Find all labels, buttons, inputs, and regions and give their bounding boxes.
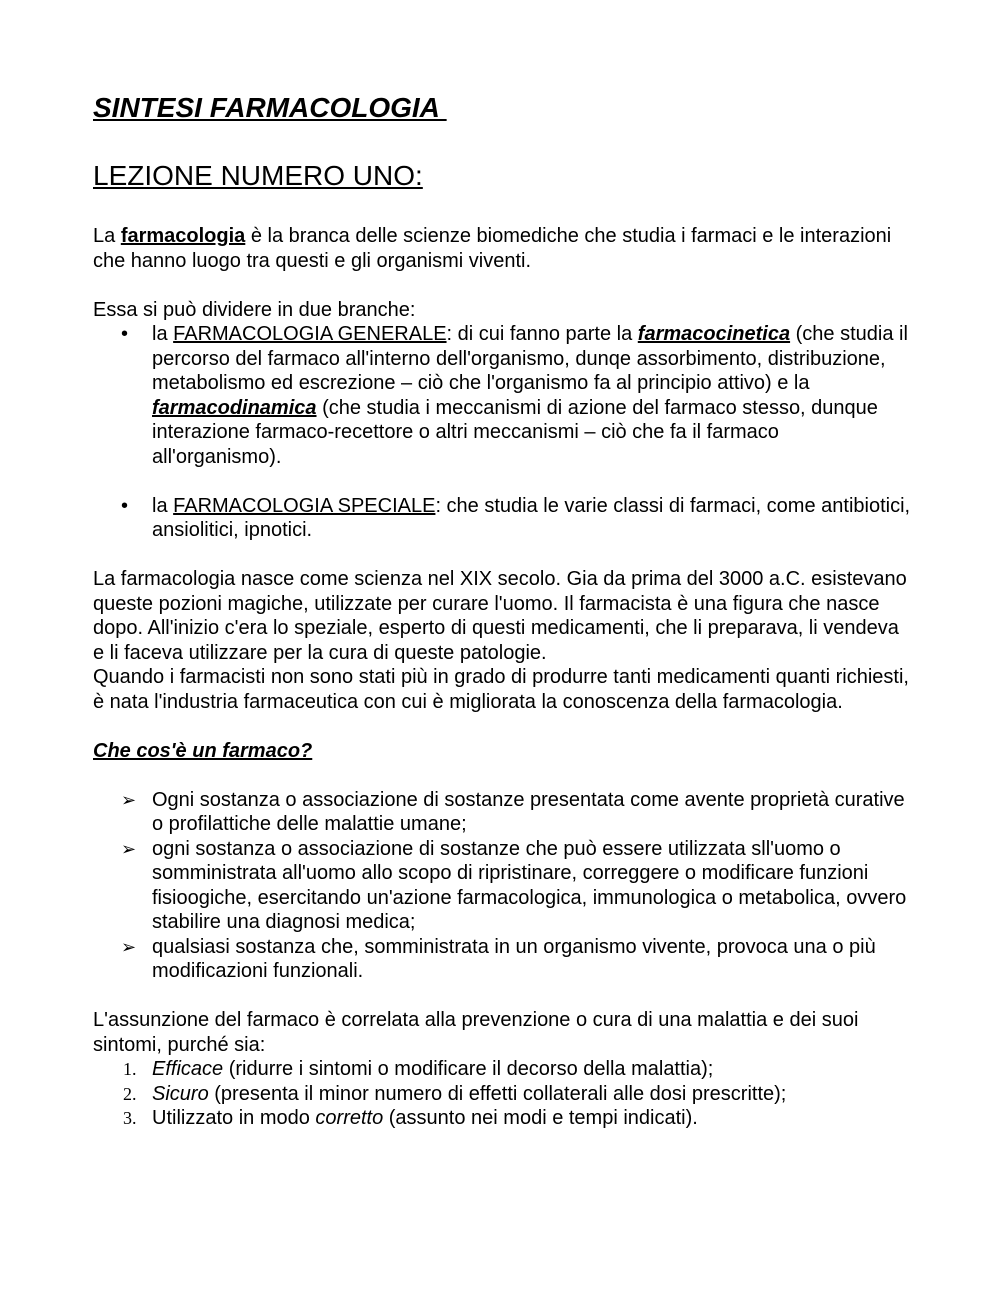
document-title: SINTESI FARMACOLOGIA (93, 92, 447, 123)
list-item (93, 788, 913, 837)
history-paragraph: Quando i farmacisti non sono stati più in grado di produrre tanti medicamenti quanti richiesti, è nata l'industria farmaceutica con cui è migliorata la conoscenza della farmacologia. (93, 666, 909, 713)
definitions-list (93, 788, 913, 984)
lesson-heading: LEZIONE NUMERO UNO: (93, 160, 423, 191)
condition-text: (ridurre i sintomi o modificare il decorso della malattia); (223, 1058, 714, 1080)
arrow-bullet-icon: ➢ (121, 789, 137, 810)
list-item (93, 837, 913, 935)
condition-term: Sicuro (152, 1082, 209, 1105)
list-number: 3. (123, 1108, 137, 1128)
intro-term: farmacologia (120, 225, 246, 247)
condition-text: (assunto nei modi e tempi indicati). (383, 1107, 698, 1129)
list-number: 2. (123, 1083, 137, 1104)
section-heading: Che cos'è un farmaco? (93, 739, 313, 762)
branch-name: FARMACOLOGIA GENERALE (173, 323, 447, 345)
conditions-list (93, 1057, 913, 1131)
branch-text: (che studia il percorso del farmaco all'interno dell'organismo, dunqe assorbimento, distribuzione, metabolismo ed escrezione – ciò che l'organismo fa al principio attivo) e la (152, 323, 908, 394)
list-item (93, 935, 913, 984)
bullet-icon: • (121, 494, 129, 517)
list-number: 1. (123, 1059, 137, 1079)
definition-text: ogni sostanza o associazione di sostanze che può essere utilizzata sll'uomo o somministrata all'uomo allo scopo di ripristinare, correggere o modificare funzioni fisioogiche, esercitando un'azione farmacologica, immunologica o metabolica, ovvero stabilire una diagnosi medica; (152, 837, 907, 933)
branch-text: : di cui fanno parte la (446, 323, 638, 345)
intro-paragraph (93, 224, 913, 273)
condition-text: (presenta il minor numero di effetti collaterali alle dosi prescritte); (208, 1082, 787, 1105)
list-spacer (93, 469, 913, 494)
intro-post: è la branca delle scienze biomediche che studia i farmaci e le interazioni che hanno luogo tra questi e gli organismi viventi. (93, 225, 892, 272)
definition-text: Ogni sostanza o associazione di sostanze presentata come avente proprietà curative o profilattiche delle malattie umane; (152, 788, 905, 835)
branches-intro: Essa si può dividere in due branche: (93, 298, 416, 321)
term-farmacodinamica: farmacodinamica (152, 396, 317, 419)
condition-term: Efficace (152, 1058, 224, 1080)
branch-name: FARMACOLOGIA SPECIALE (173, 494, 436, 517)
history-paragraph: La farmacologia nasce come scienza nel XIX secolo. Gia da prima del 3000 a.C. esistevano queste pozioni magiche, utilizzate per curare l'uomo. Il farmacista è una figura che nasce dopo. All'inizio c'era lo speziale, esperto di questi medicamenti, che li preparava, li vendeva e li faceva utilizzare per la cura di queste patologie. (93, 568, 907, 664)
document-page (93, 88, 913, 1131)
list-item (93, 1057, 913, 1082)
term-farmacocinetica: farmacocinetica (637, 323, 791, 345)
list-item (93, 322, 913, 469)
list-item (93, 1106, 913, 1131)
arrow-bullet-icon: ➢ (121, 936, 137, 957)
definition-text: qualsiasi sostanza che, somministrata in un organismo vivente, provoca una o più modificazioni funzionali. (152, 935, 876, 982)
branch-pre: la (152, 494, 174, 517)
branches-list (93, 322, 913, 543)
branch-pre: la (152, 323, 174, 345)
branch-text: (che studia i meccanismi di azione del farmaco stesso, dunque interazione farmaco-recettore o altri meccanismi – ciò che fa il farmaco all'organismo). (152, 396, 878, 468)
bullet-icon: • (121, 323, 129, 345)
condition-pre: Utilizzato in modo (152, 1107, 316, 1129)
conditions-intro: L'assunzione del farmaco è correlata alla prevenzione o cura di una malattia e dei suoi sintomi, purché sia: (93, 1009, 859, 1056)
condition-term: corretto (315, 1107, 384, 1129)
list-item (93, 494, 913, 543)
intro-pre: La (93, 225, 121, 247)
branch-text: : che studia le varie classi di farmaci, come antibiotici, ansiolitici, ipnotici. (152, 494, 911, 541)
arrow-bullet-icon: ➢ (121, 838, 137, 859)
list-item (93, 1082, 913, 1107)
